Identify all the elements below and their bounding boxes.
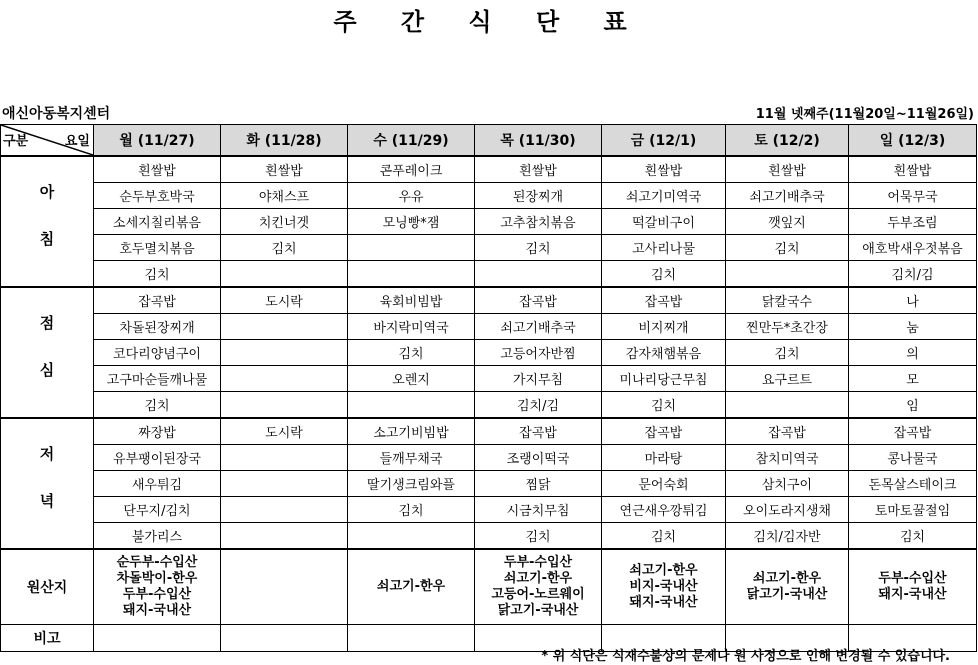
menu-cell	[221, 366, 348, 392]
origin-row	[1, 549, 977, 625]
meal-label-top: 점	[39, 313, 55, 332]
origin-cell	[475, 549, 602, 625]
menu-row	[1, 156, 977, 183]
day-header: 화 (11/28)	[221, 125, 348, 157]
menu-row	[1, 497, 977, 523]
menu-row	[1, 314, 977, 340]
menu-cell: 두부조림	[849, 209, 977, 235]
center-name: 애신아동복지센터	[2, 106, 111, 122]
menu-cell: 흰쌀밥	[726, 156, 849, 183]
origin-line: 두부-수입산	[122, 587, 192, 602]
menu-cell: 떡갈비구이	[602, 209, 726, 235]
menu-cell: 쇠고기배추국	[475, 314, 602, 340]
day-header: 월 (11/27)	[94, 125, 221, 157]
menu-cell: 모	[849, 366, 977, 392]
menu-cell: 잡곡밥	[475, 418, 602, 445]
day-header: 일 (12/3)	[849, 125, 977, 157]
menu-cell: 김치	[475, 523, 602, 550]
origin-cell	[849, 549, 977, 625]
menu-cell: 도시락	[221, 418, 348, 445]
origin-line: 닭고기-국내산	[497, 603, 579, 618]
menu-cell: 김치	[94, 261, 221, 288]
menu-cell: 김치	[849, 523, 977, 550]
menu-cell: 새우튀김	[94, 471, 221, 497]
menu-cell: 나	[849, 287, 977, 314]
menu-cell: 쇠고기배추국	[726, 183, 849, 209]
origin-cell	[221, 549, 348, 625]
menu-cell: 순두부호박국	[94, 183, 221, 209]
menu-cell: 김치	[602, 392, 726, 419]
menu-row	[1, 523, 977, 550]
menu-cell: 깻잎지	[726, 209, 849, 235]
menu-cell: 김치/김	[849, 261, 977, 288]
menu-cell: 차돌된장찌개	[94, 314, 221, 340]
menu-cell	[726, 261, 849, 288]
menu-cell: 김치	[94, 392, 221, 419]
menu-cell: 흰쌀밥	[602, 156, 726, 183]
menu-cell: 콘푸레이크	[348, 156, 475, 183]
menu-cell: 비지찌개	[602, 314, 726, 340]
menu-cell: 콩나물국	[849, 445, 977, 471]
origin-line: 쇠고기-한우	[752, 571, 822, 586]
week-label: 11월 넷째주(11월20일~11월26일)	[755, 107, 974, 122]
menu-row	[1, 418, 977, 445]
origin-line: 닭고기-국내산	[746, 587, 828, 602]
menu-cell: 요구르트	[726, 366, 849, 392]
menu-row	[1, 261, 977, 288]
origin-line: 두부-수입산	[503, 555, 573, 570]
menu-cell: 닭칼국수	[726, 287, 849, 314]
menu-cell: 도시락	[221, 287, 348, 314]
menu-cell: 김치	[602, 261, 726, 288]
menu-cell	[221, 497, 348, 523]
menu-cell: 김치	[221, 235, 348, 261]
menu-cell	[221, 392, 348, 419]
menu-cell: 감자채햄볶음	[602, 340, 726, 366]
origin-line: 비지-국내산	[629, 579, 698, 594]
menu-cell: 코다리양념구이	[94, 340, 221, 366]
menu-cell: 김치	[726, 340, 849, 366]
menu-cell: 의	[849, 340, 977, 366]
menu-cell: 문어숙회	[602, 471, 726, 497]
day-header: 목 (11/30)	[475, 125, 602, 157]
menu-cell: 고추참치볶음	[475, 209, 602, 235]
menu-row	[1, 287, 977, 314]
menu-cell: 돈목살스테이크	[849, 471, 977, 497]
menu-cell: 들깨무채국	[348, 445, 475, 471]
origin-line: 고등어-노르웨이	[491, 587, 585, 602]
menu-cell: 야채스프	[221, 183, 348, 209]
menu-row	[1, 209, 977, 235]
menu-cell: 마라탕	[602, 445, 726, 471]
menu-cell: 잡곡밥	[726, 418, 849, 445]
menu-cell: 우유	[348, 183, 475, 209]
menu-cell: 잡곡밥	[849, 418, 977, 445]
origin-label: 원산지	[1, 549, 94, 625]
menu-cell	[221, 314, 348, 340]
meal-label-top: 저	[39, 444, 55, 463]
menu-cell: 흰쌀밥	[94, 156, 221, 183]
menu-cell	[348, 235, 475, 261]
menu-cell: 김치	[475, 235, 602, 261]
menu-cell: 미나리당근무침	[602, 366, 726, 392]
menu-row	[1, 392, 977, 419]
meal-label-bottom: 침	[39, 229, 55, 248]
origin-cell	[348, 549, 475, 625]
menu-row	[1, 445, 977, 471]
menu-row	[1, 235, 977, 261]
menu-cell: 참치미역국	[726, 445, 849, 471]
menu-cell: 소고기비빔밥	[348, 418, 475, 445]
meal-label	[1, 418, 94, 549]
menu-cell: 바지락미역국	[348, 314, 475, 340]
menu-cell: 찜닭	[475, 471, 602, 497]
corner-label-day: 요일	[64, 134, 90, 149]
origin-line: 쇠고기-한우	[503, 571, 573, 586]
menu-cell: 잡곡밥	[475, 287, 602, 314]
menu-cell	[221, 471, 348, 497]
menu-cell: 김치	[348, 340, 475, 366]
menu-cell: 오렌지	[348, 366, 475, 392]
origin-line: 쇠고기-한우	[376, 579, 446, 594]
menu-cell: 불가리스	[94, 523, 221, 550]
menu-cell: 소세지칠리볶음	[94, 209, 221, 235]
menu-cell: 김치/김자반	[726, 523, 849, 550]
menu-cell: 고등어자반찜	[475, 340, 602, 366]
menu-cell: 애호박새우젓볶음	[849, 235, 977, 261]
menu-cell	[221, 261, 348, 288]
menu-cell: 찐만두*초간장	[726, 314, 849, 340]
menu-cell: 쇠고기미역국	[602, 183, 726, 209]
origin-cell	[602, 549, 726, 625]
footnote: * 위 식단은 식재수불상의 문제나 원 사정으로 인해 변경될 수 있습니다.	[541, 649, 950, 664]
menu-row	[1, 183, 977, 209]
menu-cell: 삼치구이	[726, 471, 849, 497]
menu-cell: 딸기생크림와플	[348, 471, 475, 497]
corner-header	[1, 125, 94, 157]
day-header: 금 (12/1)	[602, 125, 726, 157]
menu-cell: 조랭이떡국	[475, 445, 602, 471]
menu-cell: 김치/김	[475, 392, 602, 419]
menu-row	[1, 471, 977, 497]
menu-cell: 잡곡밥	[602, 287, 726, 314]
meal-label-top: 아	[39, 182, 55, 201]
menu-cell: 토마토꿀절임	[849, 497, 977, 523]
menu-cell: 흰쌀밥	[849, 156, 977, 183]
menu-cell	[221, 340, 348, 366]
menu-cell: 모닝빵*잼	[348, 209, 475, 235]
note-cell	[94, 625, 221, 652]
menu-cell: 흰쌀밥	[221, 156, 348, 183]
origin-line: 순두부-수입산	[116, 555, 198, 570]
menu-cell	[726, 392, 849, 419]
day-header: 수 (11/29)	[348, 125, 475, 157]
menu-cell: 된장찌개	[475, 183, 602, 209]
meal-label	[1, 287, 94, 418]
note-cell	[221, 625, 348, 652]
meal-label-bottom: 심	[39, 360, 55, 379]
menu-cell	[348, 392, 475, 419]
origin-line: 쇠고기-한우	[629, 563, 698, 578]
menu-cell: 육회비빔밥	[348, 287, 475, 314]
menu-cell: 오이도라지생채	[726, 497, 849, 523]
note-label: 비고	[1, 625, 94, 652]
menu-cell: 잡곡밥	[94, 287, 221, 314]
menu-cell	[348, 523, 475, 550]
menu-row	[1, 366, 977, 392]
menu-cell	[221, 523, 348, 550]
note-cell	[348, 625, 475, 652]
menu-cell: 치킨너겟	[221, 209, 348, 235]
menu-cell: 단무지/김치	[94, 497, 221, 523]
footer-body	[1, 549, 977, 652]
menu-cell: 고사리나물	[602, 235, 726, 261]
menu-cell: 가지무침	[475, 366, 602, 392]
origin-line: 차돌박이-한우	[116, 571, 198, 586]
menu-cell: 흰쌀밥	[475, 156, 602, 183]
menu-cell: 잡곡밥	[602, 418, 726, 445]
origin-line: 돼지-국내산	[878, 587, 947, 602]
menu-cell: 연근새우깡튀김	[602, 497, 726, 523]
menu-row	[1, 340, 977, 366]
menu-cell: 김치	[348, 497, 475, 523]
meal-label	[1, 156, 94, 287]
origin-cell	[94, 549, 221, 625]
menu-cell: 짜장밥	[94, 418, 221, 445]
menu-cell	[348, 261, 475, 288]
origin-line: 돼지-국내산	[629, 595, 698, 610]
menu-body	[1, 156, 977, 549]
header-row	[1, 125, 977, 157]
origin-line: 돼지-국내산	[122, 603, 192, 618]
page-title: 주 간 식 단 표	[333, 8, 645, 36]
menu-cell	[475, 261, 602, 288]
menu-cell	[221, 445, 348, 471]
menu-cell: 유부팽이된장국	[94, 445, 221, 471]
menu-cell: 어묵무국	[849, 183, 977, 209]
menu-cell: 고구마순들깨나물	[94, 366, 221, 392]
menu-cell: 시금치무침	[475, 497, 602, 523]
meal-label-bottom: 녁	[39, 491, 55, 510]
menu-cell: 눔	[849, 314, 977, 340]
menu-cell: 임	[849, 392, 977, 419]
menu-table	[0, 124, 977, 652]
menu-cell: 호두멸치볶음	[94, 235, 221, 261]
day-header: 토 (12/2)	[726, 125, 849, 157]
menu-cell: 김치	[602, 523, 726, 550]
corner-label-category: 구분	[3, 134, 29, 149]
menu-cell: 김치	[726, 235, 849, 261]
origin-line: 두부-수입산	[878, 571, 947, 586]
origin-cell	[726, 549, 849, 625]
